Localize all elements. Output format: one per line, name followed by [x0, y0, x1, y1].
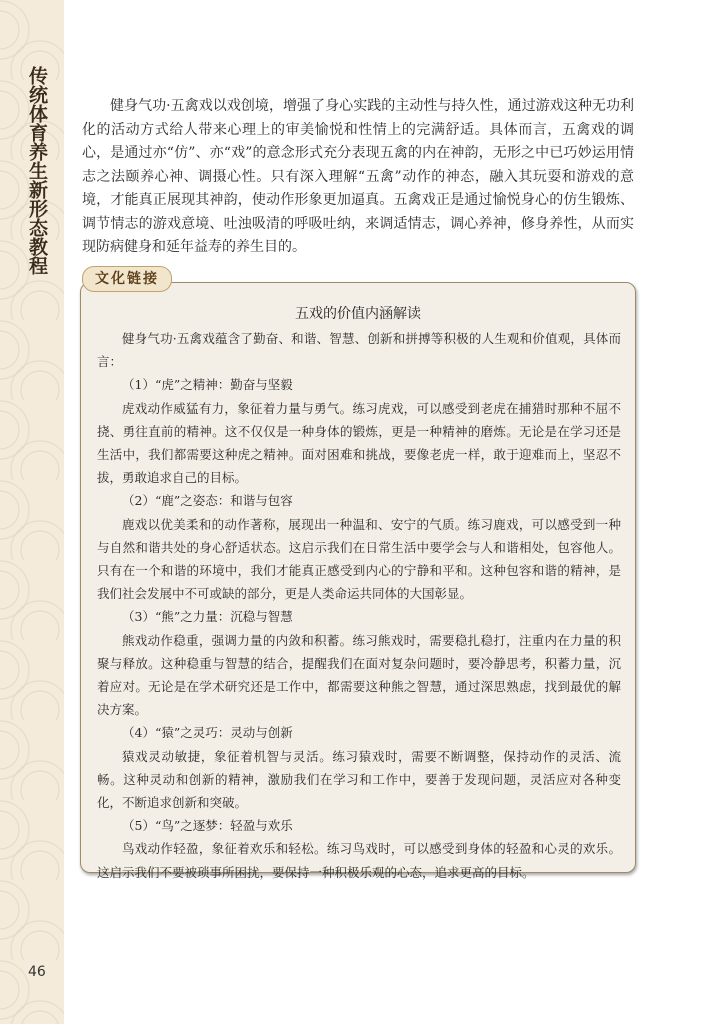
box-body: [97, 327, 621, 884]
book-title-vertical: 传统体育养生新形态教程: [26, 66, 48, 275]
section-heading-bear: （3）“熊”之力量：沉稳与智慧: [122, 609, 293, 625]
section-heading-bird: （5）“鸟”之逐梦：轻盈与欢乐: [122, 818, 293, 834]
section-heading-ape: （4）“猿”之灵巧：灵动与创新: [122, 725, 293, 741]
box-intro: 健身气功·五禽戏蕴含了勤奋、和谐、智慧、创新和拼搏等积极的人生观和价值观，具体而言：: [97, 331, 621, 370]
section-body-ape: 猿戏灵动敏捷，象征着机智与灵活。练习猿戏时，需要不断调整，保持动作的灵活、流畅。这种灵动和创新的精神，激励我们在学习和工作中，要善于发现问题，灵活应对各种变化，不断追求创新和突破。: [97, 748, 621, 811]
section-body-bear: 熊戏动作稳重，强调力量的内敛和积蓄。练习熊戏时，需要稳扎稳打，注重内在力量的积聚与释放。这种稳重与智慧的结合，提醒我们在面对复杂问题时，要冷静思考，积蓄力量，沉着应对。无论是在学术研究还是工作中，都需要这种熊之智慧，通过深思熟虑，找到最优的解决方案。: [97, 632, 621, 718]
section-heading-deer: （2）“鹿”之姿态：和谐与包容: [122, 493, 293, 509]
main-paragraph: 健身气功·五禽戏以戏创境，增强了身心实践的主动性与持久性，通过游戏这种无功利化的活动方式给人带来心理上的审美愉悦和性情上的完满舒适。具体而言，五禽戏的调心，是通过亦“仿”、亦“戏”的意念形式充分表现五禽的内在神韵，无形之中已巧妙运用情志之法颐养心神、调摄心性。只有深入理解“五禽”动作的神态，融入其玩耍和游戏的意境，才能真正展现其神韵，使动作形象更加逼真。五禽戏正是通过愉悦身心的仿生锻炼、调节情志的游戏意境、吐浊吸清的呼吸吐纳，来调适情志，调心养神，修身养性，从而实现防病健身和延年益寿的养生目的。: [82, 98, 634, 255]
section-heading-tiger: （1）“虎”之精神：勤奋与坚毅: [122, 377, 293, 393]
section-body-bird: 鸟戏动作轻盈，象征着欢乐和轻松。练习鸟戏时，可以感受到身体的轻盈和心灵的欢乐。这启示我们不要被琐事所困扰，要保持一种积极乐观的心态，追求更高的目标。: [97, 841, 621, 880]
section-body-tiger: 虎戏动作威猛有力，象征着力量与勇气。练习虎戏，可以感受到老虎在捕猎时那种不屈不挠、勇往直前的精神。这不仅仅是一种身体的锻炼，更是一种精神的磨炼。无论是在学习还是生活中，我们都需要这种虎之精神。面对困难和挑战，要像老虎一样，敢于迎难而上，坚忍不拔，勇敢追求自己的目标。: [97, 400, 621, 486]
section-body-deer: 鹿戏以优美柔和的动作著称，展现出一种温和、安宁的气质。练习鹿戏，可以感受到一种与自然和谐共处的身心舒适状态。这启示我们在日常生活中要学会与人和谐相处，包容他人。只有在一个和谐的环境中，我们才能真正感受到内心的宁静和平和。这种包容和谐的精神，是我们社会发展中不可或缺的部分，更是人类命运共同体的大国彰显。: [97, 516, 621, 602]
sidebar-decoration: [0, 0, 64, 1024]
page-number: 46: [28, 964, 46, 980]
box-title: 五戏的价值内涵解读: [295, 306, 421, 322]
culture-link-tag: 文化链接: [82, 266, 172, 292]
culture-link-box: [80, 282, 636, 880]
